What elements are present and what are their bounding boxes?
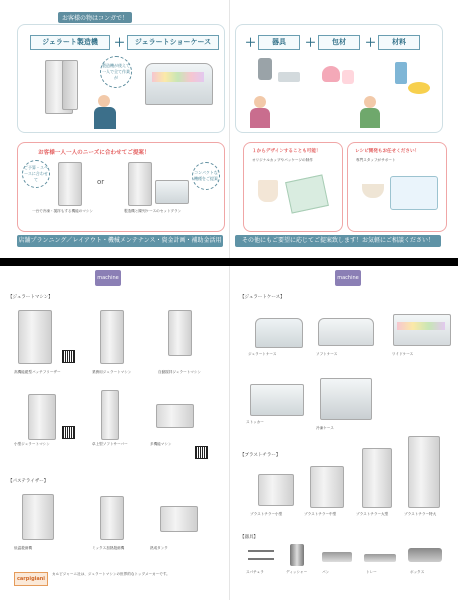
machine-bubble: 製造機が使えて一人で全て作業が xyxy=(100,56,132,88)
plus-sign: ＋ xyxy=(114,36,125,49)
product-image-9 xyxy=(160,506,198,532)
product-image-8 xyxy=(100,496,124,540)
tool-image-4 xyxy=(364,554,396,562)
chiller-caption-4: ブラストチラー特大 xyxy=(404,512,437,516)
section-gelato-cases: 【ジェラートケース】 xyxy=(240,295,285,300)
chiller-caption-2: ブラストチラー中型 xyxy=(304,512,337,516)
page-tab-right: machine xyxy=(335,270,361,286)
qr-code-2 xyxy=(62,426,75,439)
ingredients-box: 材料 xyxy=(378,35,420,50)
chiller-image-1 xyxy=(258,474,294,506)
product-image-6 xyxy=(156,404,194,428)
set-machine-image xyxy=(128,162,152,206)
product-caption-1: 高機能縦型バッチフリーザー xyxy=(14,370,61,374)
cone-image xyxy=(342,70,354,84)
top-spread xyxy=(0,0,458,258)
staff-body xyxy=(94,107,116,129)
budget-circle: ご予算・スペースに合わせて xyxy=(22,160,50,188)
case-caption-3: ワイドケース xyxy=(392,352,414,356)
proposal-caption-right: 製造機と陳列ケースのセットプラン xyxy=(124,209,182,213)
product-caption-8: ミックス加熱殺菌機 xyxy=(92,546,125,550)
gelato-machine-box: ジェラート製造機 xyxy=(30,35,110,50)
case-caption-5: 冷凍ケース xyxy=(316,426,334,430)
or-text: or xyxy=(97,178,105,186)
chiller-caption-1: ブラストチラー小型 xyxy=(250,512,283,516)
custom-cup-image xyxy=(258,180,278,202)
product-image-5 xyxy=(101,390,119,440)
tool-image-5 xyxy=(408,548,442,562)
tool-image-1 xyxy=(248,550,274,552)
case-gelato-pans xyxy=(397,322,445,330)
tool-caption-1: スパチュラ xyxy=(246,570,264,574)
bottom-spread xyxy=(0,266,458,600)
spread-fold-2 xyxy=(229,266,230,600)
page-tab-left: machine xyxy=(95,270,121,286)
tool-image-3 xyxy=(322,552,352,562)
case-image-3 xyxy=(393,314,451,346)
product-caption-7: 低温殺菌機 xyxy=(14,546,32,550)
proposal-title: お客様一人一人のニーズに合わせてご提案！ xyxy=(38,150,150,156)
recipe-title: レシピ開発もお任せください！ xyxy=(355,149,420,154)
qr-code-1 xyxy=(62,350,75,363)
product-image-2 xyxy=(100,310,124,364)
gelato-machine-image-2 xyxy=(62,60,78,110)
showcase-image xyxy=(145,63,213,105)
spread-fold xyxy=(229,0,230,258)
product-caption-3: 自動撹拌ジェラートマシン xyxy=(158,370,201,374)
case-caption-2: ソフトケース xyxy=(316,352,338,356)
section-gelato-machines: 【ジェラートマシン】 xyxy=(8,295,53,300)
section-blast-chillers: 【ブラストチラー】 xyxy=(240,453,281,458)
brand-footer-text: カルピジャーニ社は、ジェラートマシンの世界的なトップメーカーです。 xyxy=(52,572,170,576)
qr-code-3 xyxy=(195,446,208,459)
tool-image-1b xyxy=(248,558,274,560)
product-caption-9: 熟成タンク xyxy=(150,546,168,550)
plus-sign-3: ＋ xyxy=(305,36,316,49)
product-image-4 xyxy=(28,394,56,440)
product-image-3 xyxy=(168,310,192,356)
tool-pan-image xyxy=(278,72,300,82)
product-caption-5: 卓上型ソフトサーバー xyxy=(92,442,128,446)
compact-circle: コンパクトな機種をご提案 xyxy=(192,162,220,190)
intro-tag: お客様の物はコンガで！ xyxy=(58,12,132,23)
tool-caption-2: ディッシャー xyxy=(286,570,308,574)
tool-image-2 xyxy=(290,544,304,566)
gelato-pans xyxy=(152,72,204,82)
product-caption-2: 業務用ジェラートマシン xyxy=(92,370,132,374)
product-image-1 xyxy=(18,310,52,364)
product-caption-6: 多機能マシン xyxy=(150,442,172,446)
case-image-1 xyxy=(255,318,303,348)
chiller-image-3 xyxy=(362,448,392,508)
proposal-caption-left: 一台で冷凍・撹拌もする機能のマシン xyxy=(32,209,94,213)
gelato-showcase-box: ジェラートショーケース xyxy=(127,35,219,50)
set-showcase-image xyxy=(155,180,189,204)
case-caption-4: ストッカー xyxy=(246,420,264,424)
case-caption-1: ジェラートケース xyxy=(248,352,277,356)
staff-body-2 xyxy=(250,108,270,128)
section-pasteurizers: 【パステライザー】 xyxy=(8,479,49,484)
tool-caption-3: パン xyxy=(322,570,330,574)
recipe-card-image xyxy=(390,176,438,210)
services-band: 店舗プランニング／レイアウト・機械メンテナンス・資金計画・補助金活用 xyxy=(17,235,223,247)
chiller-caption-3: ブラストチラー大型 xyxy=(356,512,389,516)
case-image-5 xyxy=(320,378,372,420)
brand-logo: carpigiani xyxy=(14,572,48,586)
tool-caption-5: ボックス xyxy=(410,570,425,574)
tool-caption-4: トレー xyxy=(366,570,377,574)
compact-machine-image xyxy=(58,162,82,206)
case-image-4 xyxy=(250,384,304,416)
cup-image xyxy=(322,66,340,82)
plus-sign-2: ＋ xyxy=(245,36,256,49)
staff-illustration xyxy=(98,95,110,107)
case-image-2 xyxy=(318,318,374,346)
design-text: オリジナルカップやパッケージの制作 xyxy=(252,158,313,162)
packaging-box: 包材 xyxy=(318,35,360,50)
section-tools: 【器具】 xyxy=(240,535,258,540)
milk-carton-image xyxy=(395,62,407,84)
consultation-band: その他にもご要望に応じてご提案致します！お気軽にご相談ください！ xyxy=(235,235,441,247)
plus-sign-4: ＋ xyxy=(365,36,376,49)
recipe-text: 専門スタッフがサポート xyxy=(356,158,396,162)
staff-illustration-2 xyxy=(254,96,266,108)
fruit-image xyxy=(408,82,430,94)
chiller-image-4 xyxy=(408,436,440,508)
tools-box: 器具 xyxy=(258,35,300,50)
tool-can-image xyxy=(258,58,272,80)
design-title: １からデザインすることも可能！ xyxy=(252,149,321,154)
staff-body-3 xyxy=(360,108,380,128)
product-image-7 xyxy=(22,494,54,540)
staff-illustration-3 xyxy=(364,96,376,108)
product-caption-4: 小型ジェラートマシン xyxy=(14,442,50,446)
chiller-image-2 xyxy=(310,466,344,508)
